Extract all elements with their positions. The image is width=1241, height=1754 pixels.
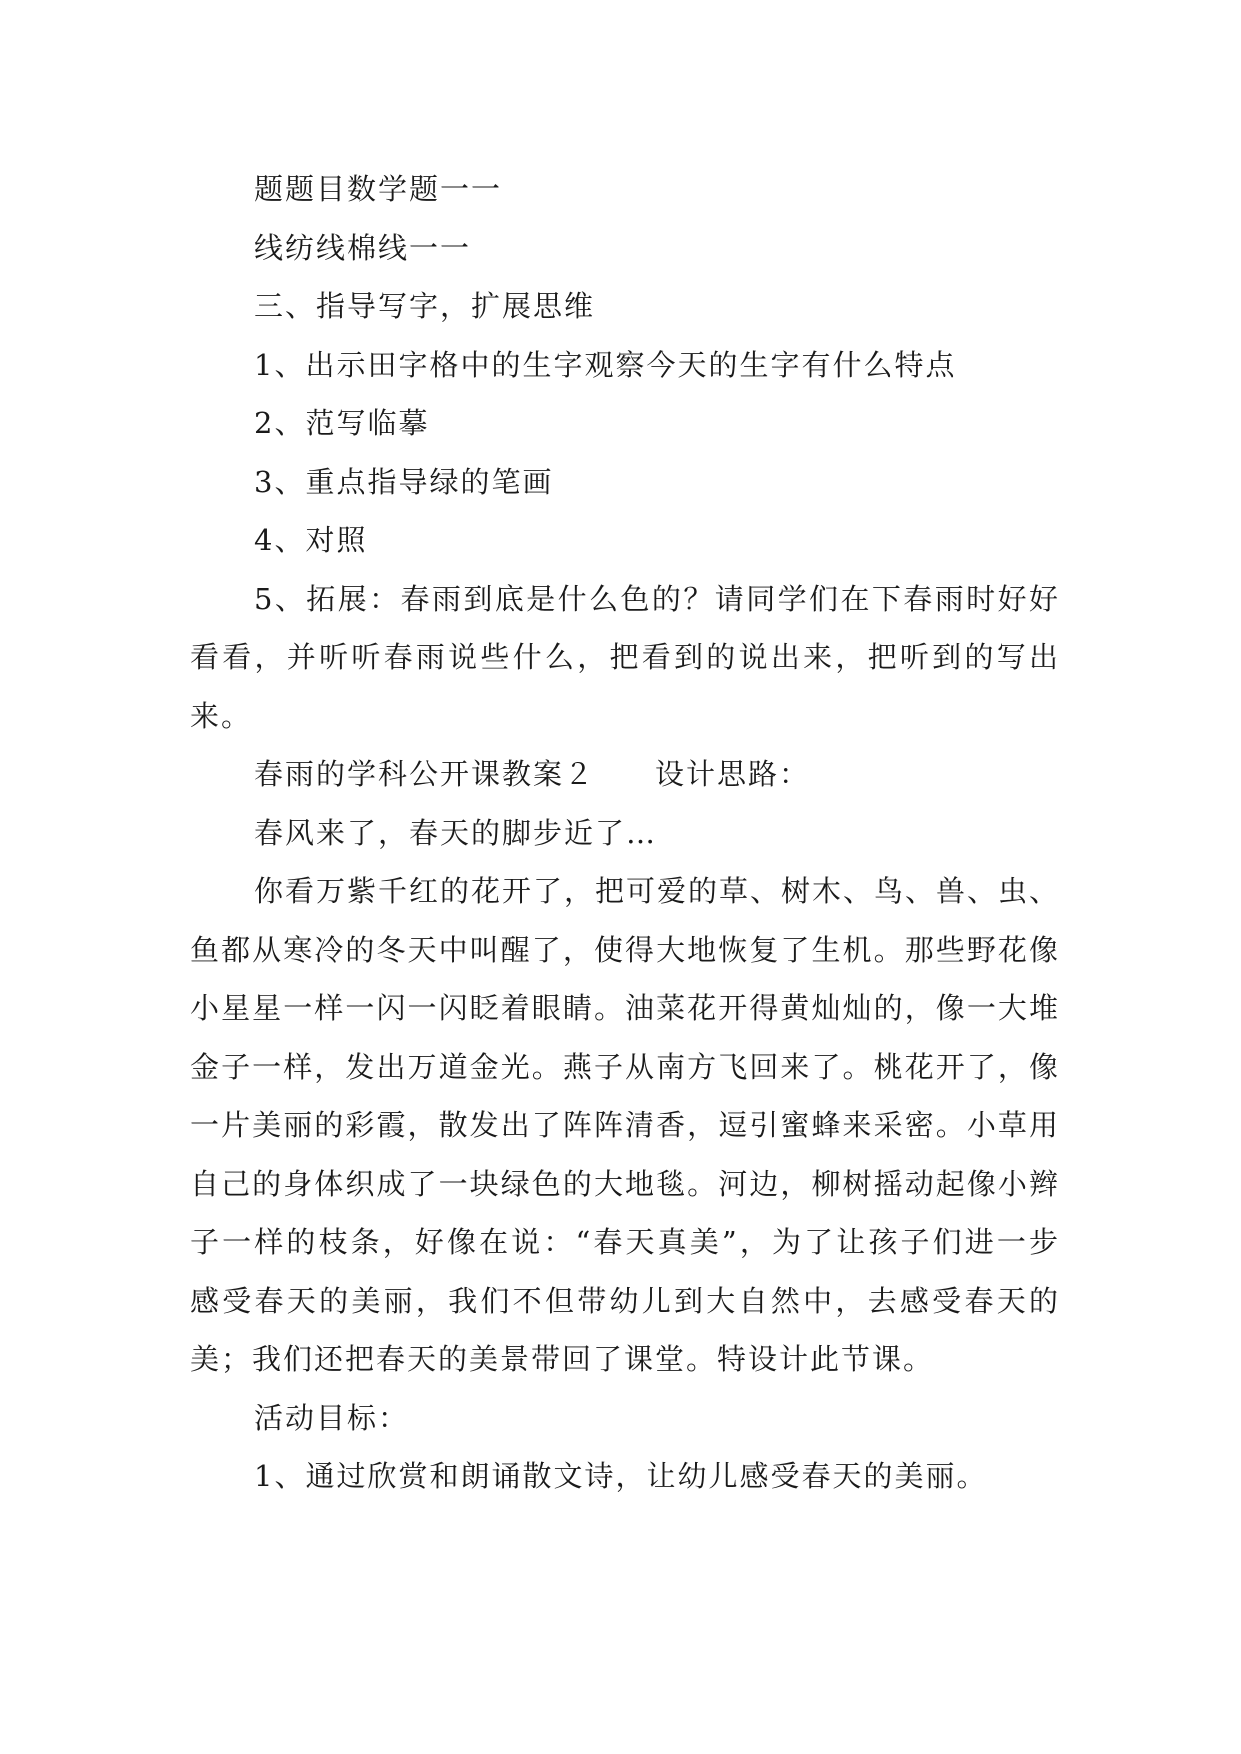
list-item: 2、范写临摹 [254,406,430,440]
lesson-heading [190,745,1060,804]
text-line: 线纺线棉线一一 [254,230,472,265]
goals-heading: 活动目标： [254,1400,410,1435]
list-item: 1、出示田字格中的生字观察今天的生字有什么特点 [254,347,957,382]
design-label: 设计思路： [655,757,811,791]
design-paragraph: 你看万紫千红的花开了，把可爱的草、树木、鸟、兽、虫、鱼都从寒冷的冬天中叫醒了，使得大地恢复了生机。那些野花像小星星一样一闪一闪眨着眼睛。油菜花开得黄灿灿的，像一大堆金子一样，发出万道金光。燕子从南方飞回来了。桃花开了，像一片美丽的彩霞，散发出了阵阵清香，逗引蜜蜂来采密。小草用自己的身体织成了一块绿色的大地毯。河边，柳树摇动起像小辫子一样的枝条，好像在说：“春天真美”，为了让孩子们进一步感受春天的美丽，我们不但带幼儿到大自然中，去感受春天的美；我们还把春天的美景带回了课堂。特设计此节课。 [190,874,1061,1376]
section-heading: 三、指导写字，扩展思维 [254,289,596,323]
list-item: 3、重点指导绿的笔画 [254,464,554,499]
document-body [190,160,1060,1506]
extension-paragraph: 5、拓展：春雨到底是什么色的？请同学们在下春雨时好好看看，并听听春雨说些什么，把看到的说出来，把听到的写出来。 [190,581,1060,733]
list-item: 4、对照 [254,523,368,557]
lesson-title: 春雨的学科公开课教案２ [254,757,596,791]
text-line: 题题目数学题一一 [254,172,503,206]
list-item: 1、通过欣赏和朗诵散文诗，让幼儿感受春天的美丽。 [254,1459,988,1493]
text-line: 春风来了，春天的脚步近了… [254,815,658,850]
